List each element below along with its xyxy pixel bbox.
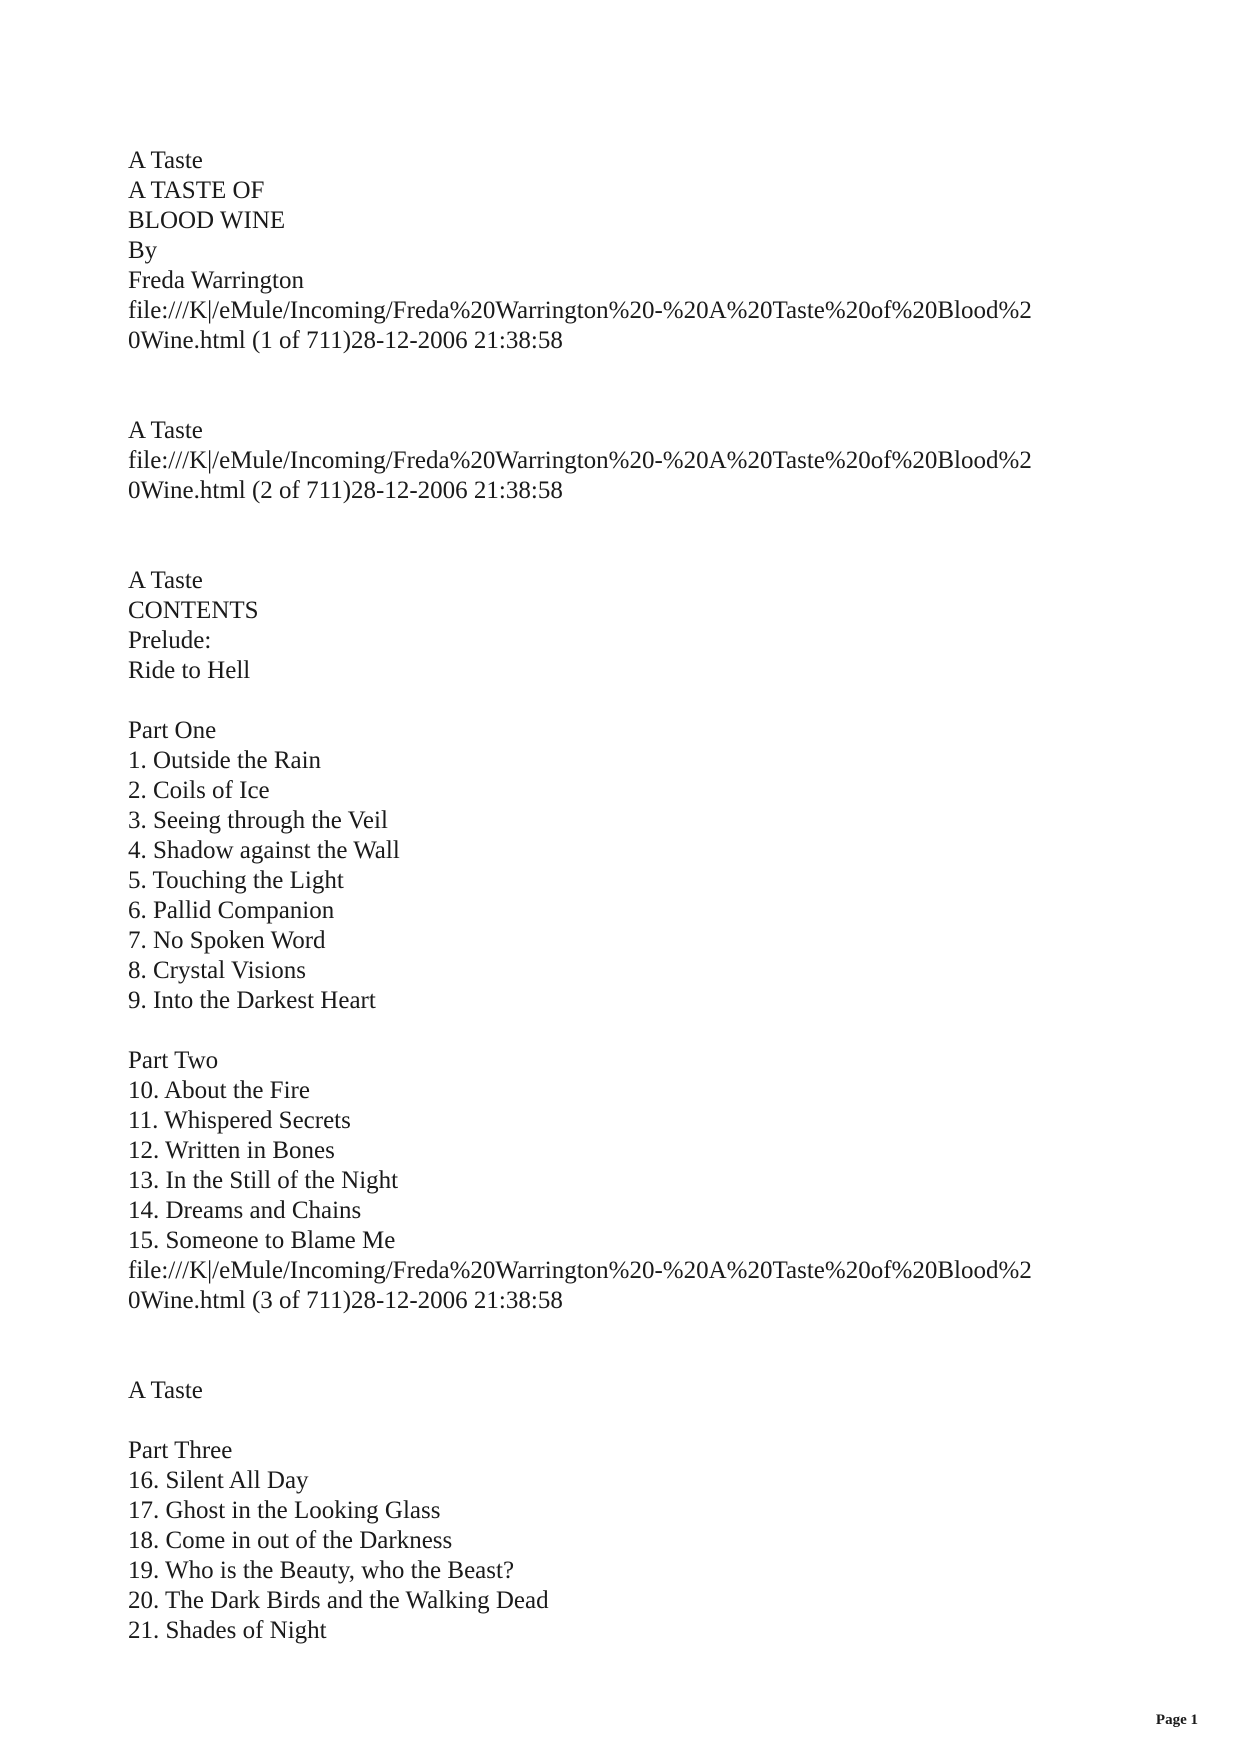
spacer — [128, 1316, 1148, 1376]
chapter-entry: 8. Crystal Visions — [128, 957, 306, 984]
part-three-block — [128, 1436, 1148, 1646]
text-line: A Taste — [128, 147, 203, 174]
contents-heading-block — [128, 566, 1148, 686]
text-line: BLOOD WINE — [128, 207, 286, 234]
chapter-entry: 1. Outside the Rain — [128, 747, 322, 774]
chapter-entry: 13. In the Still of the Night — [128, 1167, 399, 1194]
chapter-entry: 11. Whispered Secrets — [128, 1107, 351, 1134]
chapter-entry: 6. Pallid Companion — [128, 897, 335, 924]
spacer — [128, 686, 1148, 716]
title-block — [128, 146, 1148, 356]
spacer — [128, 1406, 1148, 1436]
chapter-entry: 20. The Dark Birds and the Walking Dead — [128, 1587, 549, 1614]
spacer — [128, 1016, 1148, 1046]
text-line: Freda Warrington — [128, 267, 304, 294]
part-heading: Part Three — [128, 1437, 233, 1464]
chapter-entry: 9. Into the Darkest Heart — [128, 987, 376, 1014]
text-line: A TASTE OF — [128, 177, 265, 204]
text-line: Prelude: — [128, 627, 212, 654]
file-path-line: 0Wine.html (3 of 711)28-12-2006 21:38:58 — [128, 1287, 563, 1314]
part-heading: Part Two — [128, 1047, 219, 1074]
contents-heading: CONTENTS — [128, 597, 259, 624]
file-path-line: 0Wine.html (1 of 711)28-12-2006 21:38:58 — [128, 327, 563, 354]
chapter-entry: 12. Written in Bones — [128, 1137, 335, 1164]
file-path-line: file:///K|/eMule/Incoming/Freda%20Warrington%20-%20A%20Taste%20of%20Blood%2 — [128, 297, 1032, 324]
text-line: Ride to Hell — [128, 657, 251, 684]
chapter-entry: 2. Coils of Ice — [128, 777, 270, 804]
part-two-block — [128, 1046, 1148, 1316]
file-path-line: file:///K|/eMule/Incoming/Freda%20Warrington%20-%20A%20Taste%20of%20Blood%2 — [128, 447, 1032, 474]
file-path-line: 0Wine.html (2 of 711)28-12-2006 21:38:58 — [128, 477, 563, 504]
text-line: A Taste — [128, 567, 203, 594]
text-line: By — [128, 237, 158, 264]
spacer — [128, 506, 1148, 566]
text-line: A Taste — [128, 1377, 203, 1404]
chapter-entry: 4. Shadow against the Wall — [128, 837, 400, 864]
page-marker-block — [128, 1376, 1148, 1406]
chapter-entry: 17. Ghost in the Looking Glass — [128, 1497, 441, 1524]
file-path-line: file:///K|/eMule/Incoming/Freda%20Warrington%20-%20A%20Taste%20of%20Blood%2 — [128, 1257, 1032, 1284]
chapter-entry: 3. Seeing through the Veil — [128, 807, 388, 834]
chapter-entry: 19. Who is the Beauty, who the Beast? — [128, 1557, 515, 1584]
part-heading: Part One — [128, 717, 217, 744]
chapter-entry: 16. Silent All Day — [128, 1467, 309, 1494]
chapter-entry: 7. No Spoken Word — [128, 927, 326, 954]
page-marker-block — [128, 416, 1148, 506]
spacer — [128, 356, 1148, 416]
chapter-entry: 21. Shades of Night — [128, 1617, 327, 1644]
page-number: Page 1 — [1155, 1712, 1198, 1728]
chapter-entry: 18. Come in out of the Darkness — [128, 1527, 453, 1554]
chapter-entry: 15. Someone to Blame Me — [128, 1227, 396, 1254]
document-body — [128, 146, 1148, 1646]
chapter-entry: 10. About the Fire — [128, 1077, 310, 1104]
chapter-entry: 14. Dreams and Chains — [128, 1197, 362, 1224]
chapter-entry: 5. Touching the Light — [128, 867, 344, 894]
text-line: A Taste — [128, 417, 203, 444]
part-one-block — [128, 716, 1148, 1016]
